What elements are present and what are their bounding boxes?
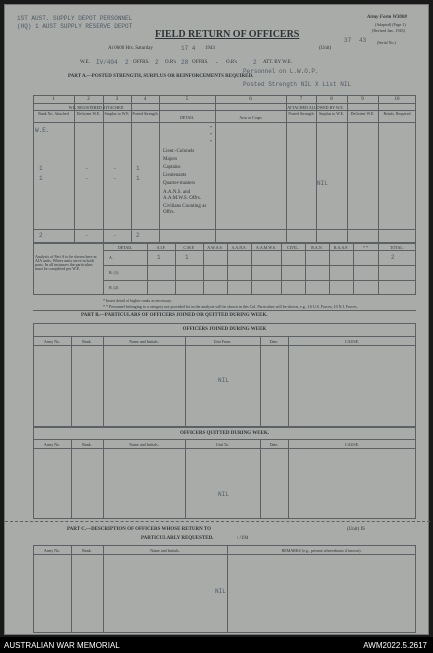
year-value: 1943	[205, 46, 215, 51]
col3-lieutenants: -	[113, 175, 117, 182]
col-title-7: Posted Strength	[288, 111, 314, 116]
date-typed: 17 4	[181, 45, 196, 52]
we-attached-header: W.E. REGISTERED ATTACHED	[68, 105, 124, 110]
offrs2-value: -	[215, 59, 219, 66]
form-sheet	[4, 4, 429, 635]
we-label: W.E.	[80, 60, 90, 65]
asterisk-2: *	[210, 132, 212, 137]
col-num-5: 5	[185, 97, 189, 102]
serial-label: (Serial No.)	[377, 40, 396, 45]
analysis-total-value: 2	[391, 254, 395, 261]
nil-mark: NIL	[317, 180, 328, 187]
col-num-8: 8	[330, 97, 333, 102]
joined-col-unit: Unit From.	[213, 339, 232, 344]
footer-left: AUSTRALIAN WAR MEMORIAL	[4, 641, 120, 650]
total-col2: -	[85, 232, 89, 239]
col1-captains: 1	[39, 165, 43, 172]
ors-value: 28	[181, 59, 189, 66]
attached-allowed-header: ATTACHED ALLOWED BY W.E.	[287, 105, 344, 110]
analysis-row-b2: B. (2)	[109, 285, 119, 290]
col-num-9: 9	[361, 97, 364, 102]
offrs2-label: OFFRS.	[192, 60, 209, 65]
archive-footer	[0, 637, 433, 653]
quitted-nil: NIL	[218, 491, 229, 498]
form-ref-line1: Army Form W3008	[367, 15, 407, 20]
we-side-label: W.E.	[35, 127, 50, 134]
part-b-title: PART B.—PARTICULARS OF OFFICERS JOINED OR QUITTED DURING WEEK.	[81, 313, 268, 318]
rank-quartermasters: Quarter-masters	[163, 181, 196, 186]
part-c-nil: NIL	[215, 588, 226, 595]
unit-label: (Unit)	[319, 46, 332, 51]
part-c-date-slot: / /194	[237, 536, 249, 541]
joined-col-cause: CAUSE.	[344, 339, 360, 344]
analysis-head-aamws: A.A.M.W.S.	[256, 245, 276, 250]
ors2-value: 2	[253, 59, 257, 66]
form-ref-line2: (Adapted) (Page 1)	[375, 22, 406, 27]
quitted-col-cause: CAUSE.	[344, 442, 360, 447]
quitted-table	[33, 427, 416, 519]
total-col3: -	[113, 232, 117, 239]
joined-title: OFFICERS JOINED DURING WEEK	[182, 327, 267, 332]
quitted-col-name: Name and Initials.	[129, 442, 159, 447]
analysis-cmf-value: 1	[185, 254, 189, 261]
analysis-head-civil: CIVIL.	[287, 245, 299, 250]
part-c-col-name: Name and Initials.	[150, 548, 180, 553]
footnote-2: * * Personnel belonging to a category not provided for in the analysis will be shown in this Col. Particulars will be shown, e.g., 16 U.S. Forces; 10 N.I. Forces.	[103, 304, 358, 309]
unit-stamp-line2: (HQ) 1 AUST SUPPLY RESERVE DEPOT	[17, 23, 133, 30]
part-c-col-rank: Rank.	[82, 548, 92, 553]
rank-lieutenants: Lieutenants	[163, 173, 187, 178]
total-col4: 2	[136, 232, 140, 239]
col3-captains: -	[113, 165, 117, 172]
col-num-6: 6	[249, 97, 252, 102]
we-value2: 2	[125, 59, 129, 66]
footer-right: AWM2022.5.2617	[363, 641, 427, 650]
rank-lt-colonels: Lieut.-Colonels	[163, 149, 195, 154]
part-c-col-remarks: REMARKS (e.g., present whereabouts if known).	[281, 548, 362, 553]
col1-lieutenants: 1	[39, 175, 43, 182]
serial-typed2: 43	[359, 37, 367, 44]
col-num-4: 4	[143, 97, 147, 102]
joined-nil: NIL	[218, 377, 229, 384]
rank-majors: Majors	[163, 157, 178, 162]
col4-captains: 1	[136, 165, 140, 172]
col-num-3: 3	[115, 97, 119, 102]
joined-col-armyno: Army No.	[43, 339, 61, 344]
ors2-label: O.R's	[226, 60, 238, 65]
offrs-label: OFFRS.	[133, 60, 150, 65]
rank-captains: Captains	[163, 165, 181, 170]
rank-civilians: Civilians Counting as Offrs.	[163, 204, 207, 215]
analysis-head-aans: A.A.N.S.	[231, 245, 247, 250]
col-num-7: 7	[299, 97, 303, 102]
col2-captains: -	[85, 165, 89, 172]
at-label: At 0600 Hrs. Saturday	[108, 46, 153, 51]
analysis-head-cmf: C.M.F.	[183, 245, 195, 250]
col4-lieutenants: 1	[136, 175, 140, 182]
part-a-title: PART A.—POSTED STRENGTH, SURPLUS OR REINFORCEMENTS REQUIRED.	[68, 74, 254, 79]
footnote-1: * Insert detail of higher ranks as necessary.	[103, 298, 172, 303]
joined-col-date: Date.	[269, 339, 279, 344]
part-c-title: PART C.—DESCRIPTION OF OFFICERS WHOSE RETURN TO	[67, 527, 212, 532]
ors-label: O.R's	[165, 60, 177, 65]
part-c-unit-label: (Unit) IS	[347, 527, 365, 532]
col-title-1: Rank No. Attached	[38, 111, 69, 116]
analysis-head-aif: A.I.F.	[156, 245, 166, 250]
col-title-9: Deficient W.E.	[350, 111, 375, 116]
rank-aans: A.A.N.S. and A.A.M.W.S. Offrs.	[163, 190, 201, 201]
col-title-5: DETAIL	[179, 115, 195, 120]
part-c-title2: PARTICULARLY REQUESTED.	[141, 536, 214, 541]
col2-lieutenants: -	[85, 175, 89, 182]
analysis-row-a: A.	[109, 255, 113, 260]
analysis-head-raaf: R.A.A.F.	[333, 245, 349, 250]
quitted-col-armyno: Army No.	[43, 442, 61, 447]
asterisk-1: *	[210, 125, 212, 130]
col-title-3: Surplus to W.E.	[104, 111, 130, 116]
col-num-10: 10	[394, 97, 400, 102]
part-c-col-armyno: Army No.	[43, 548, 61, 553]
form-title: FIELD RETURN OF OFFICERS	[155, 29, 300, 40]
form-ref-line3: (Revised Jan., 1943)	[372, 28, 405, 33]
analysis-head-total: TOTAL.	[390, 245, 404, 250]
col-title-8: Surplus to W.E.	[318, 111, 345, 116]
unit-stamp-line1: 1ST AUST. SUPPLY DEPOT PERSONNEL	[17, 15, 133, 22]
analysis-head-detail: DETAIL	[117, 245, 133, 250]
serial-typed: 37	[344, 37, 352, 44]
analysis-note: Analysis of Part A to be shown here in AIA units. Where units serve in both parts. In all instances the particulars must be completed per W.E.	[35, 254, 97, 271]
joined-col-name: Name and Initials.	[129, 339, 159, 344]
att-label: ATT. BY W.E.	[263, 60, 293, 65]
col-title-4: Posted Strength	[132, 111, 158, 116]
quitted-col-date: Date.	[269, 442, 279, 447]
col-num-1: 1	[52, 97, 55, 102]
posted-note: Posted Strength NIL X List NIL	[243, 81, 352, 88]
offrs-value: 2	[155, 59, 159, 66]
col-title-10: Reinfs. Required	[383, 111, 411, 116]
quitted-col-rank: Rank.	[82, 442, 92, 447]
total-col1: 2	[39, 232, 43, 239]
joined-col-rank: Rank.	[82, 339, 92, 344]
col-num-2: 2	[87, 97, 90, 102]
analysis-head-ran: R.A.N.	[311, 245, 323, 250]
personnel-note: Personnel on L.W.O.P.	[243, 68, 319, 75]
analysis-head-awas: A.W.A.S.	[207, 245, 223, 250]
quitted-col-unit: Unit To.	[215, 442, 230, 447]
quitted-title: OFFICERS QUITTED DURING WEEK.	[179, 431, 270, 436]
analysis-aif-value: 1	[157, 254, 161, 261]
col-title-2: Deficient W.E.	[76, 111, 101, 116]
we-value: IV/404	[96, 59, 118, 66]
asterisk-3: *	[210, 139, 212, 144]
col-title-6: Arm or Corps	[239, 115, 262, 120]
analysis-head-other: * *	[363, 245, 368, 250]
analysis-row-b1: B. (1)	[109, 270, 119, 275]
